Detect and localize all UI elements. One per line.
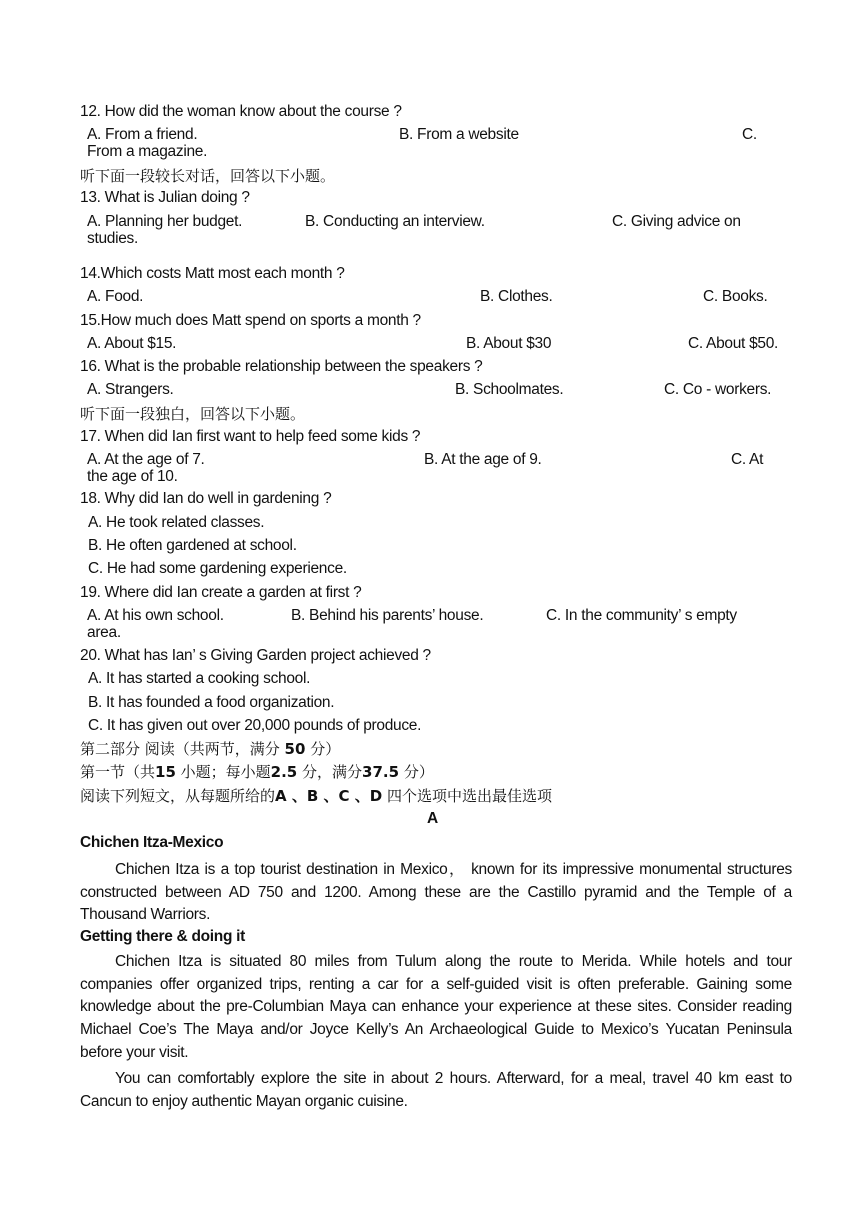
reading-instruction-options: A 、B 、C 、D (275, 787, 383, 805)
reading-instruction (80, 787, 552, 805)
q14-option-b: B. Clothes. (480, 288, 553, 305)
q12-option-b: B. From a website (399, 126, 519, 143)
part-two-unit: 分） (305, 740, 341, 758)
q13-option-c-cont: studies. (87, 230, 139, 247)
passage-paragraph-1: Chichen Itza is a top tourist destination in Mexico， known for its impressive monumental structures constructed between AD 750 and 1200. Among these are the Castillo pyramid and the Temple of a Thousand Warriors. (80, 861, 792, 924)
q15-option-b: B. About $30 (466, 335, 552, 352)
q13-option-c: C. Giving advice on (612, 213, 741, 230)
section-one-count: 15 (155, 763, 176, 781)
section-one-total-label: 分，满分 (297, 763, 363, 781)
question-19: 19. Where did Ian create a garden at first ? (80, 584, 362, 601)
q20-option-c: C. It has given out over 20,000 pounds of produce. (88, 717, 422, 734)
passage-paragraph-2: Chichen Itza is situated 80 miles from Tulum along the route to Merida. While hotels and tour companies offer organized trips, renting a car for a self-guided visit is often preferable. Gaining some knowledge about the pre-Columbian Maya can enhance your experience at these sites. Consider reading Michael Coe’s The Maya and/or Joyce Kelly’s An Archaeological Guide to Mexico’s Yucatan Peninsula before your visit. (80, 953, 792, 1061)
q19-option-c: C. In the community’ s empty (546, 607, 737, 624)
q12-option-c-cont: From a magazine. (87, 143, 208, 160)
section-one-each-score: 2.5 (270, 763, 298, 781)
q17-option-c-cont: the age of 10. (87, 468, 178, 485)
q17-option-c: C. At (731, 451, 764, 468)
q16-option-b: B. Schoolmates. (455, 381, 564, 398)
q15-option-a: A. About $15. (87, 335, 177, 352)
question-17: 17. When did Ian first want to help feed some kids ? (80, 428, 421, 445)
question-16: 16. What is the probable relationship between the speakers ? (80, 358, 483, 375)
q14-option-c: C. Books. (703, 288, 768, 305)
section-one-heading (80, 763, 434, 781)
passage-letter: A (427, 810, 438, 827)
passage-paragraph-3: You can comfortably explore the site in about 2 hours. Afterward, for a meal, travel 40 km east to Cancun to enjoy authentic Mayan organic cuisine. (80, 1070, 792, 1110)
q15-option-c: C. About $50. (688, 335, 779, 352)
question-14: 14.Which costs Matt most each month ? (80, 265, 345, 282)
q19-option-a: A. At his own school. (87, 607, 224, 624)
q12-option-c: C. (742, 126, 757, 143)
section-one-label: 第一节（共 (80, 763, 156, 781)
question-13: 13. What is Julian doing ? (80, 189, 250, 206)
q20-option-a: A. It has started a cooking school. (88, 670, 311, 687)
q14-option-a: A. Food. (87, 288, 144, 305)
q13-option-b: B. Conducting an interview. (305, 213, 485, 230)
section-one-unit: 分） (399, 763, 434, 781)
question-15: 15.How much does Matt spend on sports a month ? (80, 312, 421, 329)
section-one-each-label: 小题；每小题 (175, 763, 271, 781)
q12-option-a: A. From a friend. (87, 126, 198, 143)
instruction-long-dialogue: 听下面一段较长对话，回答以下小题。 (80, 167, 336, 185)
q13-option-a: A. Planning her budget. (87, 213, 243, 230)
instruction-monologue: 听下面一段独白，回答以下小题。 (80, 405, 306, 423)
reading-instruction-text: 阅读下列短文，从每题所给的 (80, 787, 276, 805)
q16-option-a: A. Strangers. (87, 381, 174, 398)
q19-option-c-cont: area. (87, 624, 121, 641)
q18-option-b: B. He often gardened at school. (88, 537, 297, 554)
q16-option-c: C. Co - workers. (664, 381, 772, 398)
reading-instruction-tail: 四个选项中选出最佳选项 (382, 787, 552, 805)
part-two-score: 50 (284, 740, 306, 758)
part-two-label: 第二部分 阅读（共两节，满分 (80, 740, 285, 758)
passage-title: Chichen Itza-Mexico (80, 834, 224, 851)
passage-subheading: Getting there & doing it (80, 928, 246, 945)
section-one-total-score: 37.5 (362, 763, 400, 781)
question-20: 20. What has Ian’ s Giving Garden project achieved ? (80, 647, 431, 664)
question-12: 12. How did the woman know about the course ? (80, 103, 402, 120)
q18-option-c: C. He had some gardening experience. (88, 560, 347, 577)
q19-option-b: B. Behind his parents’ house. (291, 607, 484, 624)
q17-option-a: A. At the age of 7. (87, 451, 205, 468)
q20-option-b: B. It has founded a food organization. (88, 694, 335, 711)
q17-option-b: B. At the age of 9. (424, 451, 542, 468)
q18-option-a: A. He took related classes. (88, 514, 265, 531)
part-two-heading (80, 740, 340, 758)
question-18: 18. Why did Ian do well in gardening ? (80, 490, 332, 507)
